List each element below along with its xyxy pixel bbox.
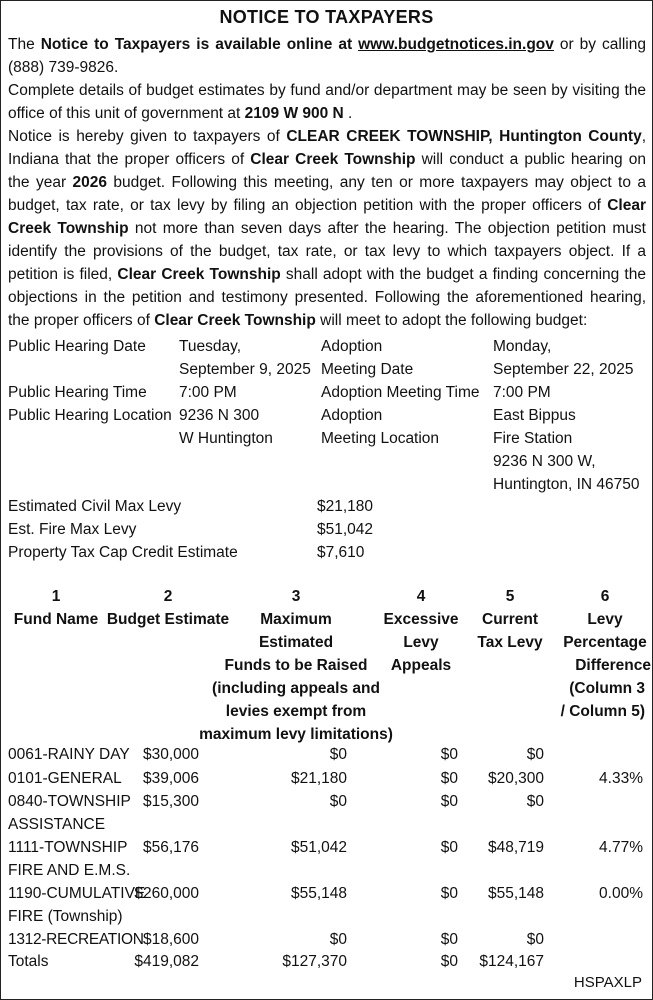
levy-percentage-difference: 0.00% [599, 885, 643, 902]
max-funds: $0 [329, 931, 347, 948]
levy-percentage-difference: 4.77% [599, 839, 643, 856]
col3-header-line-1: Maximum [260, 611, 332, 628]
col3-header-line-3: Funds to be Raised [224, 657, 368, 674]
col-header-fund-name: Fund Name [13, 611, 99, 628]
col4-header-line-3: Appeals [390, 657, 452, 674]
fire-max-levy-value: $51,042 [317, 521, 374, 538]
col-number-5: 5 [505, 588, 515, 605]
col-number-4: 4 [416, 588, 426, 605]
budget-estimate: $18,600 [142, 931, 199, 948]
budget-estimate: $15,300 [142, 793, 199, 810]
budget-estimate: $56,176 [142, 839, 199, 856]
col4-header-line-1: Excessive [383, 611, 459, 628]
p3-f: shall adopt with the budget a finding concerning the objections in the petition and testimony presented. Following the aforementioned hearing, the proper officers of [8, 266, 646, 329]
excessive-levy-appeals: $0 [440, 793, 458, 810]
excessive-levy-appeals: $0 [440, 931, 458, 948]
col5-header-line-1: Current [482, 611, 538, 628]
adoption-location-label-2: Meeting Location [321, 430, 440, 447]
adoption-date-label-2: Meeting Date [321, 361, 414, 378]
excessive-levy-appeals: $0 [440, 770, 458, 787]
p3-d: budget. Following this meeting, any ten or more taxpayers may object to a budget, tax rate, or tax levy by filing an objection petition with the proper officers of [8, 174, 647, 214]
col5-header-line-2: Tax Levy [477, 634, 543, 651]
unit-name-5: Clear Creek Township [154, 312, 316, 329]
budget-notices-link[interactable]: www.budgetnotices.in.gov [358, 36, 554, 53]
hearing-time-label: Public Hearing Time [8, 384, 147, 401]
hearing-date-label: Public Hearing Date [8, 338, 146, 355]
col-number-1: 1 [51, 588, 61, 605]
fund-name: 1190-CUMULATIVE [8, 885, 146, 902]
p2-text: Complete details of budget estimates by fund and/or department may be seen by visiting the office of this unit of government at [8, 82, 646, 122]
tax-cap-credit-label: Property Tax Cap Credit Estimate [8, 544, 238, 561]
col6-header-line-2: Percentage [563, 634, 647, 651]
col6-header-line-1: Levy [587, 611, 623, 628]
adoption-time-label: Adoption Meeting Time [321, 384, 480, 401]
online-notice-paragraph [8, 33, 646, 79]
budget-estimate: $260,000 [134, 885, 199, 902]
adoption-location-label-1: Adoption [321, 407, 383, 424]
p3-g: will meet to adopt the following budget: [315, 312, 588, 329]
fund-name: 0061-RAINY DAY [8, 746, 130, 763]
col3-header-line-2: Estimated [258, 634, 334, 651]
current-tax-levy: $0 [526, 931, 544, 948]
p3-a: Notice is hereby given to taxpayers of [8, 128, 287, 145]
max-funds: $0 [329, 746, 347, 763]
current-tax-levy: $0 [526, 746, 544, 763]
hearing-location-label: Public Hearing Location [8, 407, 172, 424]
col3-header-line-5: levies exempt from [225, 703, 367, 720]
excessive-levy-appeals: $0 [440, 885, 458, 902]
totals-label: Totals [8, 953, 49, 970]
civil-max-levy-label: Estimated Civil Max Levy [8, 498, 182, 515]
excessive-levy-appeals: $0 [440, 746, 458, 763]
fund-name-line-2: FIRE (Township) [8, 908, 123, 925]
current-tax-levy: $20,300 [487, 770, 544, 787]
p3-b: , Indiana that the proper officers of [8, 128, 647, 168]
hearing-date-day: Tuesday, [179, 338, 242, 355]
totals-budget-estimate: $419,082 [134, 953, 199, 970]
p3-e: not more than seven days after the hearing. The objection petition must identify the provisions of the budget, tax rate, or tax levy to which taxpayers object. If a petition is filed, [8, 220, 646, 283]
adoption-location-line-4: Huntington, IN 46750 [493, 476, 640, 493]
adoption-location-line-3: 9236 N 300 W, [493, 453, 596, 470]
fund-name: 1111-TOWNSHIP [8, 839, 128, 856]
max-funds: $55,148 [290, 885, 347, 902]
unit-name-3: Clear Creek Township [8, 197, 646, 237]
adoption-date-label-1: Adoption [321, 338, 383, 355]
p3-c: will conduct a public hearing on the year [8, 151, 646, 191]
col-number-3: 3 [291, 588, 301, 605]
p1-bold: Notice to Taxpayers is available online at [40, 36, 359, 53]
col-number-2: 2 [163, 588, 173, 605]
current-tax-levy: $48,719 [487, 839, 544, 856]
max-funds: $0 [329, 793, 347, 810]
hearing-location-line-1: 9236 N 300 [179, 407, 260, 424]
fund-name: 0840-TOWNSHIP [8, 793, 131, 810]
fund-name-line-2: ASSISTANCE [8, 816, 106, 833]
totals-current-tax-levy: $124,167 [479, 953, 544, 970]
p1-phone: or by calling (888) 739-9826. [8, 36, 646, 76]
adoption-date-day: Monday, [493, 338, 552, 355]
adoption-location-line-2: Fire Station [493, 430, 573, 447]
fund-name-line-2: FIRE AND E.M.S. [8, 862, 131, 879]
budget-estimate: $39,006 [142, 770, 199, 787]
col4-header-line-2: Levy [403, 634, 439, 651]
col6-header-line-4: (Column 3 [569, 680, 645, 697]
publication-code: HSPAXLP [573, 974, 642, 991]
unit-name-2: Clear Creek Township [250, 151, 416, 168]
unit-name-4: Clear Creek Township [117, 266, 281, 283]
col6-header-line-3: Difference [575, 657, 651, 674]
office-paragraph [8, 79, 646, 125]
levy-percentage-difference: 4.33% [599, 770, 643, 787]
max-funds: $51,042 [290, 839, 347, 856]
unit-name: CLEAR CREEK TOWNSHIP, Huntington County [286, 128, 642, 145]
tax-cap-credit-value: $7,610 [317, 544, 365, 561]
col-header-budget-estimate: Budget Estimate [106, 611, 230, 628]
max-funds: $21,180 [290, 770, 347, 787]
hearing-location-line-2: W Huntington [179, 430, 273, 447]
col3-header-line-4: (including appeals and [212, 680, 380, 697]
col3-header-line-6: maximum levy limitations) [199, 726, 393, 743]
office-address: 2109 W 900 N [244, 105, 344, 122]
hearing-date-value: September 9, 2025 [179, 361, 311, 378]
budget-estimate: $30,000 [142, 746, 199, 763]
current-tax-levy: $55,148 [487, 885, 544, 902]
p2-end: . [343, 105, 353, 122]
current-tax-levy: $0 [526, 793, 544, 810]
p1-text: The [8, 36, 41, 53]
col6-header-line-5: / Column 5) [560, 703, 645, 720]
col-number-6: 6 [600, 588, 610, 605]
totals-max-funds: $127,370 [282, 953, 347, 970]
budget-year: 2026 [72, 174, 107, 191]
adoption-location-line-1: East Bippus [493, 407, 576, 424]
fire-max-levy-label: Est. Fire Max Levy [8, 521, 137, 538]
civil-max-levy-value: $21,180 [317, 498, 374, 515]
notice-title: NOTICE TO TAXPAYERS [219, 7, 434, 27]
hearing-paragraph [8, 125, 646, 332]
totals-excessive-levy-appeals: $0 [440, 953, 458, 970]
fund-name: 0101-GENERAL [8, 770, 122, 787]
adoption-time-value: 7:00 PM [493, 384, 551, 401]
adoption-date-value: September 22, 2025 [493, 361, 634, 378]
fund-name: 1312-RECREATION [8, 931, 144, 948]
excessive-levy-appeals: $0 [440, 839, 458, 856]
hearing-time-value: 7:00 PM [179, 384, 237, 401]
